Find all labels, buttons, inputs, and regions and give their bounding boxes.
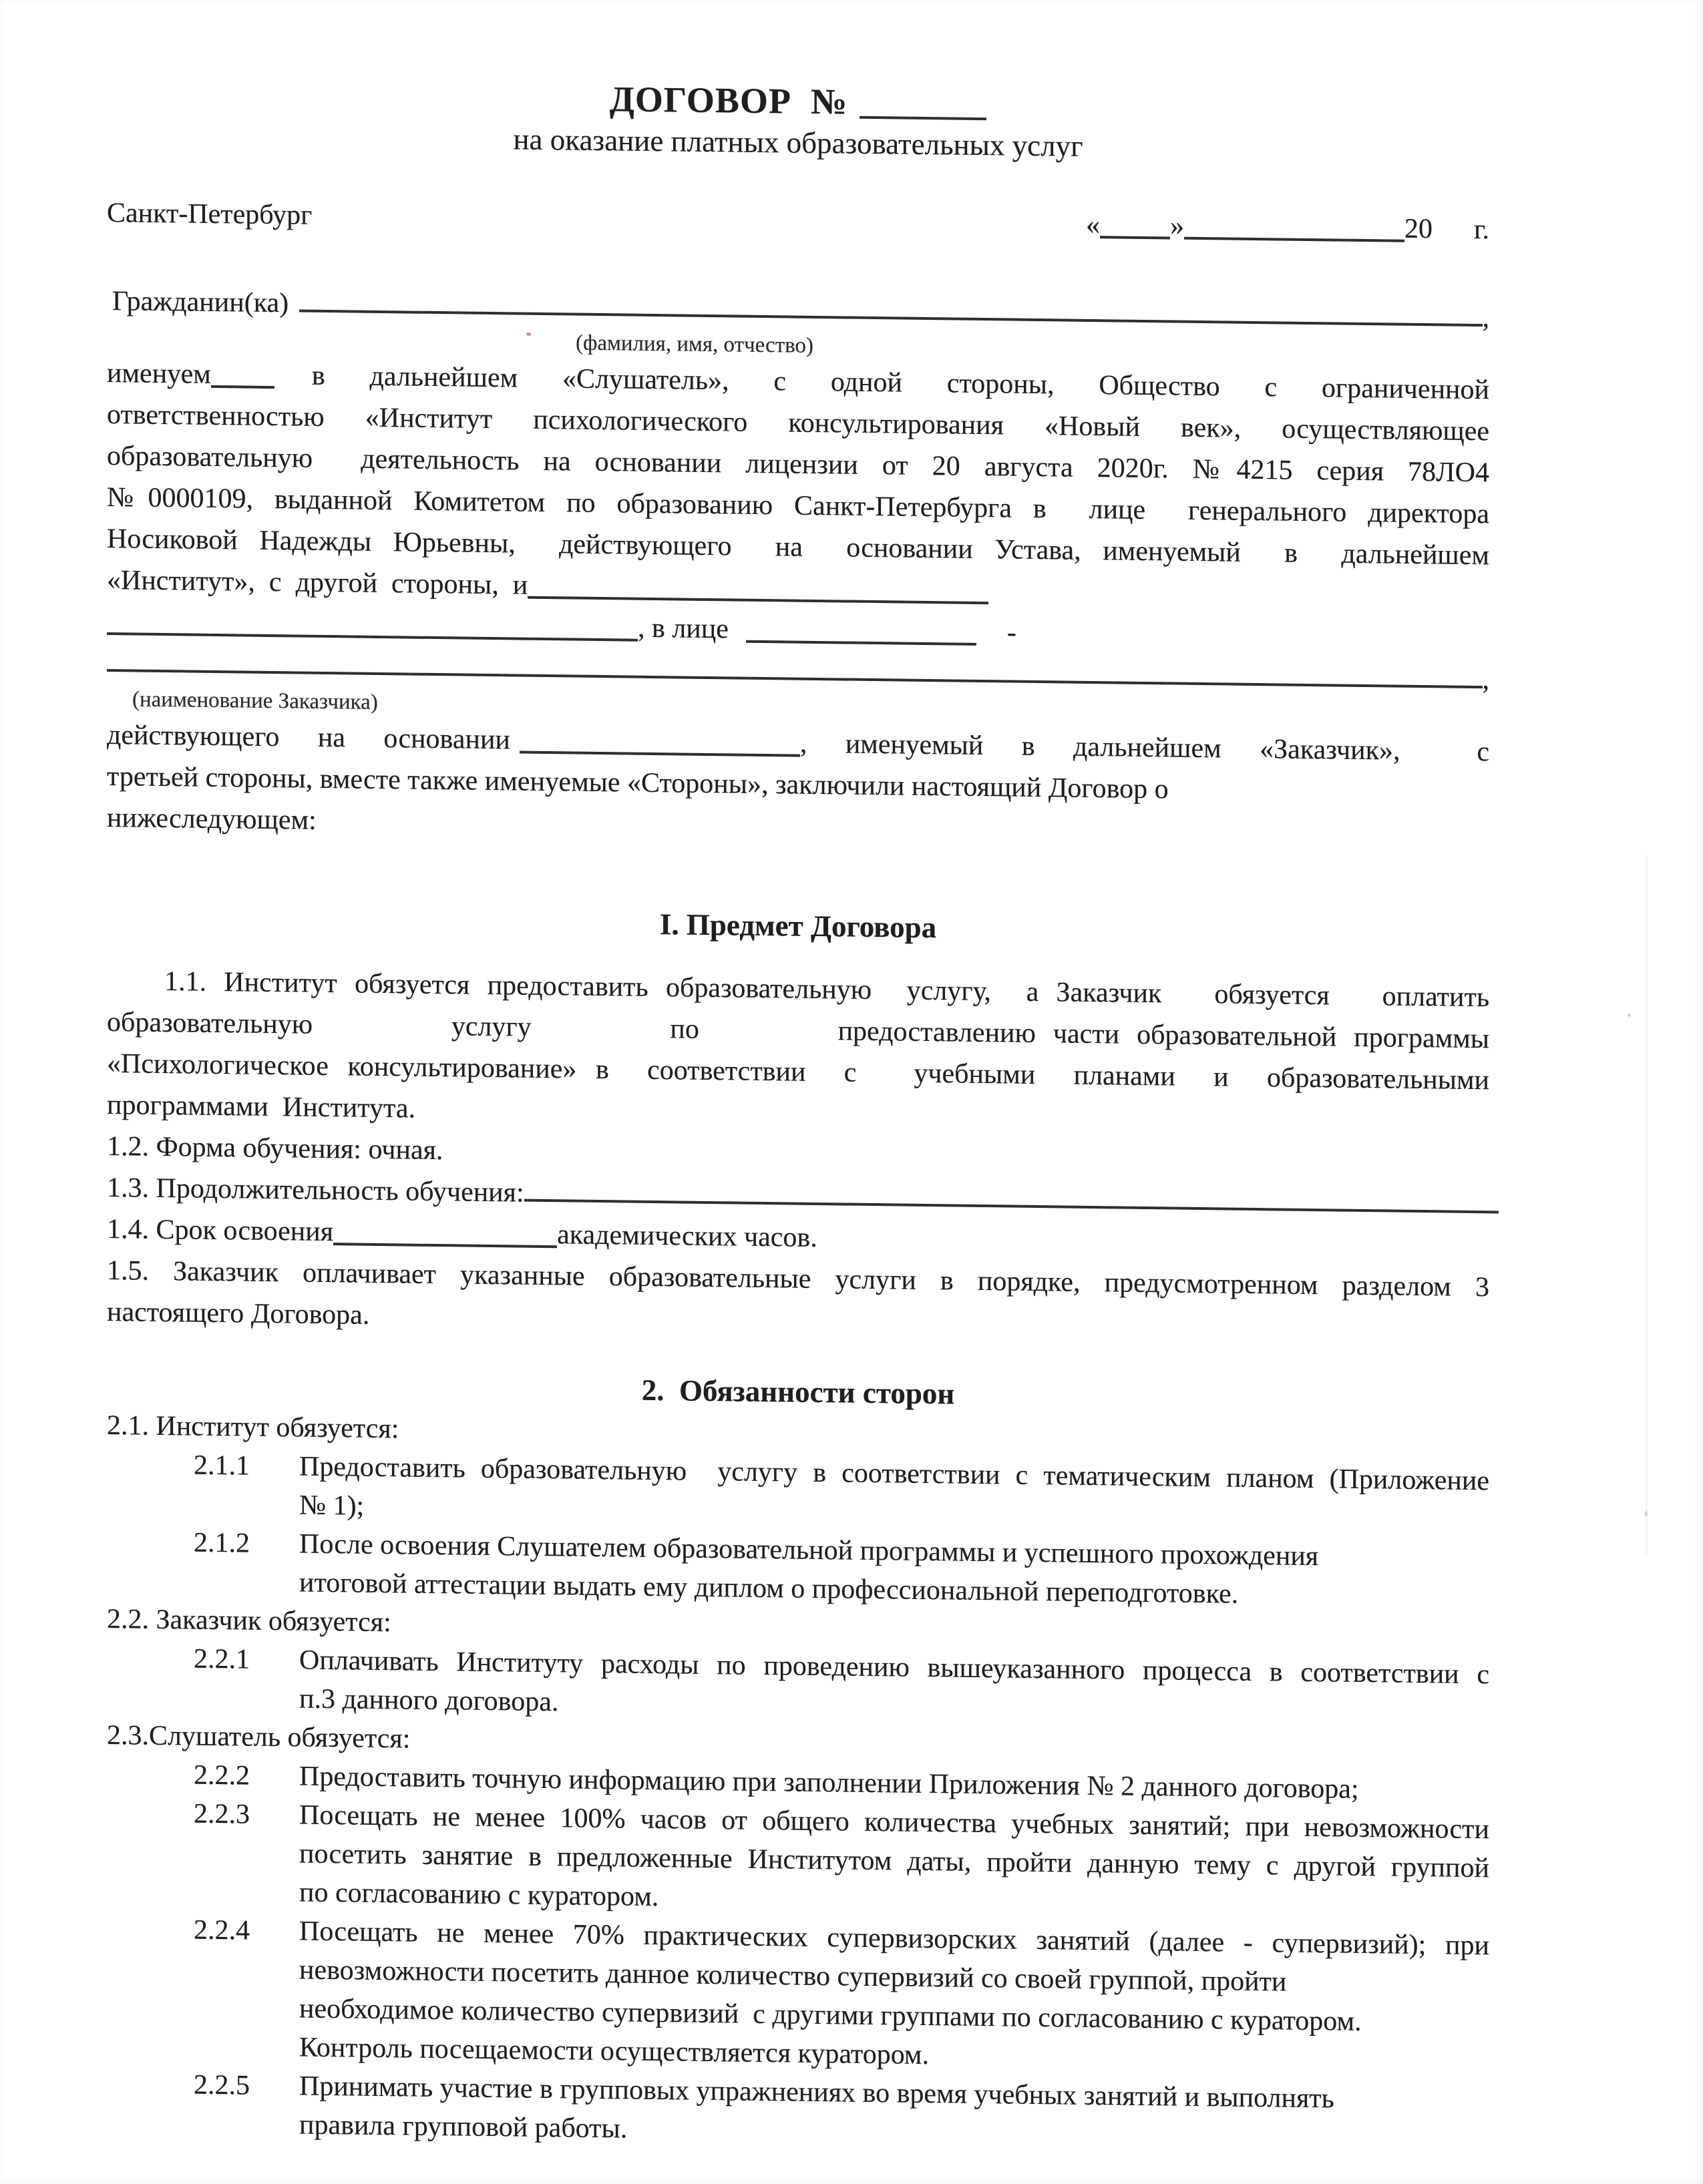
clause-1-1-line-3: «Психологическое консультирование» в соответствии с учебными планами и образовательными (107, 1048, 1489, 1096)
clause-1-1-line-2: образовательную услугу по предоставлению части образовательной программы (107, 1007, 1489, 1055)
intro-line-4: №0000109, выданной Комитетом по образованию Санкт-Петербурга в лице генерального директора (107, 482, 1489, 530)
item-text (299, 1796, 1489, 1927)
intro-line-3: образовательную деятельность на основании лицензии от 20 августа 2020г. №4215 серия 78ЛО4 (107, 441, 1489, 489)
duration-label: 1.3. Продолжительность обучения: (107, 1172, 524, 1209)
term-units-label: академических часов. (557, 1219, 817, 1253)
item-text (299, 1525, 1489, 1617)
intro-line-2: ответственностью «Институт психологического консультирования «Новый век», осуществляющее (107, 399, 1489, 447)
contract-title: ДОГОВОР № (609, 79, 848, 122)
term-hours-blank (333, 1225, 557, 1248)
customer-caption: (наименование Заказчика) (132, 687, 378, 714)
obligations-list (107, 1406, 1489, 2159)
customer-name-blank-3 (107, 652, 1483, 688)
date-quote-close: » (1170, 210, 1184, 242)
city-date-row (107, 192, 1489, 250)
item-number: 2.1.1 (194, 1450, 250, 1482)
representative-blank (746, 623, 976, 646)
acting-basis-blank (520, 734, 800, 757)
item-line: итоговой аттестации выдать ему диплом о профессиональной переподготовке. (299, 1567, 1239, 1610)
date-era: г. (1474, 214, 1489, 246)
item-number: 2.1.2 (194, 1527, 250, 1559)
date-month-blank (1184, 220, 1404, 242)
item-number: 2.2.4 (194, 1914, 250, 1946)
clause-1-1-line-4: программами Института. (107, 1090, 415, 1124)
dash-mark: - (1006, 617, 1016, 648)
item-text (299, 1448, 1489, 1540)
institute-other-party: «Институт», с другой стороны, и (107, 565, 528, 601)
subclause-2-3: 2.3.Слушатель обязуется: (107, 1720, 411, 1755)
date-year: 20 (1404, 213, 1433, 245)
date-day-blank (1100, 218, 1170, 239)
intro-named: именуем (107, 358, 211, 390)
citizen-label: Гражданин(ка) (112, 286, 289, 319)
item-line: по согласованию с куратором. (299, 1877, 659, 1913)
contract-number-blank (860, 99, 986, 120)
intro-line-5: Носиковой Надежды Юрьевны, действующего на основании Устава, именуемый в дальнейшем (107, 523, 1489, 572)
item-line: Контроль посещаемости осуществляется куратором. (299, 2032, 929, 2071)
item-line: Посещать не менее 70% практических супервизорских занятий (далее - супервизий); при (299, 1916, 1489, 1962)
item-text (299, 1912, 1489, 2082)
trailing-comma: , (1482, 664, 1489, 696)
fio-caption: (фамилия, имя, отчество) (575, 331, 814, 358)
following-line: нижеследующем: (107, 803, 317, 836)
clause-1-5-line-1: 1.5. Заказчик оплачивает указанные образовательные услуги в порядке, предусмотренном разделом 3 (107, 1255, 1489, 1303)
item-line: невозможности посетить данное количество супервизий со своей группой, пройти (299, 1954, 1287, 1998)
item-line: Оплачивать Институту расходы по проведению вышеуказанного процесса в соответствии с (299, 1645, 1489, 1691)
clause-1-5-line-2: настоящего Договора. (107, 1297, 370, 1331)
item-number: 2.2.2 (194, 1759, 250, 1791)
contract-item-2-2-3 (107, 1793, 1489, 1926)
item-line: посетить занятие в предложенные Институтом даты, пройти данную тему с другой группой (299, 1838, 1489, 1884)
section2-heading: 2. Обязанности сторон (641, 1373, 955, 1411)
term-label: 1.4. Срок освоения (107, 1214, 334, 1248)
item-line: Посещать не менее 100% часов от общего количества учебных занятий; при невозможности (299, 1799, 1489, 1845)
item-line: Предоставить точную информацию при заполнении Приложения № 2 данного договора; (299, 1761, 1359, 1805)
item-line: правила групповой работы. (299, 2109, 628, 2145)
customer-name-blank-1 (528, 579, 988, 604)
item-line: Принимать участие в групповых упражнениях во время учебных занятий и выполнять (299, 2070, 1334, 2115)
subclause-2-2: 2.2. Заказчик обязуется: (107, 1604, 391, 1639)
item-line: Предоставить образовательную услугу в соответствии с тематическим планом (Приложение (299, 1451, 1489, 1497)
item-line: № 1); (299, 1490, 365, 1522)
item-line: После освоения Слушателем образовательной программы и успешного прохождения (299, 1528, 1319, 1572)
citizen-name-blank (299, 292, 1482, 327)
duration-blank (524, 1182, 1499, 1214)
named-suffix-blank (211, 368, 274, 389)
third-party-line: третьей стороны, вместе также именуемые «Стороны», заключили настоящий Договор о (107, 761, 1169, 805)
v-litse-label: , в лице (638, 612, 729, 645)
item-number: 2.2.3 (194, 1798, 250, 1830)
acting-basis-label: действующего на основании (107, 720, 510, 756)
clause-1-2: 1.2. Форма обучения: очная. (107, 1131, 443, 1166)
acting-basis-rest: , именуемый в дальнейшем «Заказчик», с (799, 728, 1489, 768)
item-line: необходимое количество супервизий с другими группами по согласованию с куратором. (299, 1993, 1362, 2037)
item-text (299, 1641, 1489, 1733)
date-line (1086, 204, 1489, 250)
item-number: 2.2.1 (194, 1643, 250, 1675)
contract-subtitle: на оказание платных образовательных услуг (513, 122, 1083, 163)
contract-item-2-2-4 (107, 1910, 1489, 2081)
contract-item-2-2-5 (107, 2064, 1489, 2159)
item-number: 2.2.5 (194, 2069, 250, 2101)
item-line: п.3 данного договора. (299, 1683, 559, 1718)
section1-heading: I. Предмет Договора (659, 907, 937, 945)
clause-1-1-line-1: 1.1. Институт обязуется предоставить образовательную услугу, а Заказчик обязуется оплатить (164, 966, 1489, 1014)
citizen-comma: , (1482, 302, 1489, 334)
customer-name-blank-2 (107, 615, 638, 642)
item-text (299, 2067, 1489, 2159)
intro-named-rest: в дальнейшем «Слушатель», с одной стороны, Общество с ограниченной (311, 360, 1489, 406)
subclause-2-1: 2.1. Институт обязуется: (107, 1410, 399, 1445)
date-quote-open: « (1086, 209, 1100, 241)
city-label: Санкт-Петербург (107, 198, 313, 231)
